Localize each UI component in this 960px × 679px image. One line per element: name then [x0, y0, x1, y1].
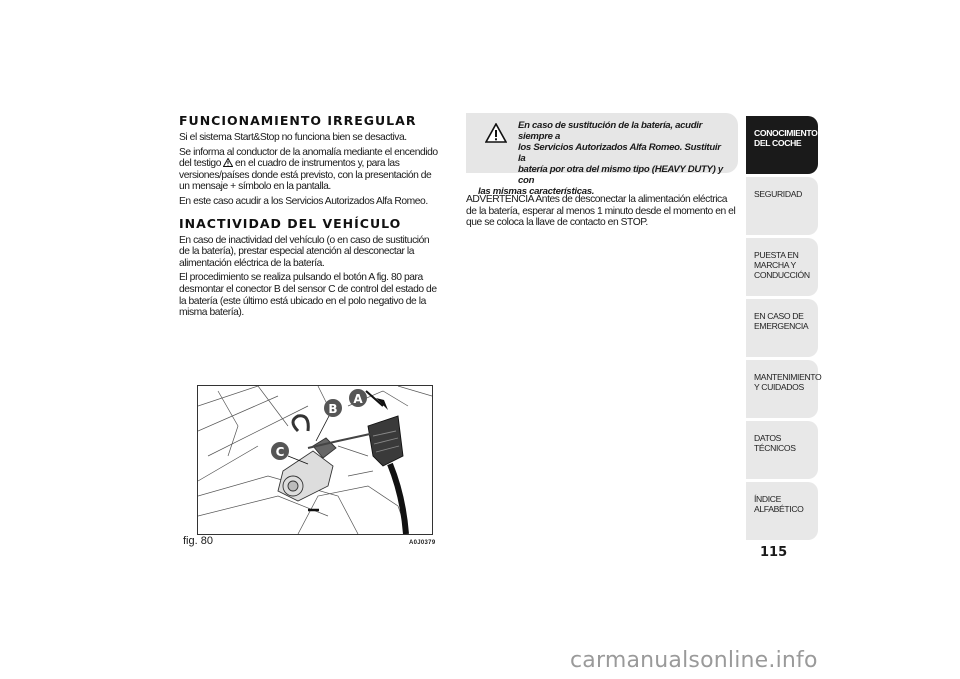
tab-datos-tecnicos[interactable]: DATOS TÉCNICOS: [746, 421, 818, 479]
battery-connector-figure: [197, 385, 433, 535]
warning-line-2: los Servicios Autorizados Alfa Romeo. Sustituir la: [518, 142, 721, 164]
heading-inactividad: INACTIVIDAD DEL VEHÍCULO: [179, 215, 402, 231]
advertencia-paragraph: ADVERTENCIA Antes de desconectar la alimentación eléctrica de la batería, esperar al menos 1 minuto desde el momento en el que se coloca la llave de contacto en STOP.: [466, 194, 736, 229]
paragraph-5: El procedimiento se realiza pulsando el botón A fig. 80 para desmontar el conector B del sensor C de control del estado de la batería (este último está ubicado en el polo negativo de la misma batería).: [179, 272, 437, 319]
tab-conocimiento-del-coche[interactable]: CONOCIMIENTO DEL COCHE: [746, 116, 818, 174]
tab-indice-alfabetico[interactable]: ÍNDICE ALFABÉTICO: [746, 482, 818, 540]
callout-c: C: [275, 445, 285, 459]
figure-code: A0J0379: [409, 540, 436, 546]
page-number: 115: [760, 545, 788, 560]
warning-lamp-icon: [223, 158, 233, 167]
tab-mantenimiento[interactable]: MANTENIMIENTO Y CUIDADOS: [746, 360, 818, 418]
section-tabs: [746, 116, 822, 543]
tab-en-caso-de-emergencia[interactable]: EN CASO DE EMERGENCIA: [746, 299, 818, 357]
paragraph-2: [179, 147, 441, 193]
watermark: carmanualsonline.info: [570, 648, 818, 673]
paragraph-4: En caso de inactividad del vehículo (o en caso de sustitución de la batería), prestar especial atención al desconectar la alimentación eléctrica de la batería.: [179, 234, 430, 269]
warning-line-3: batería por otra del mismo tipo (HEAVY DUTY) y con: [518, 164, 723, 186]
paragraph-3: En este caso acudir a los Servicios Autorizados Alfa Romeo.: [179, 195, 428, 207]
figure-label: fig. 80: [183, 535, 213, 547]
warning-line-4: las mismas características.: [478, 186, 595, 197]
battery-illustration: [198, 386, 432, 534]
heading-irregular: FUNCIONAMIENTO IRREGULAR: [179, 113, 417, 128]
tab-puesta-en-marcha[interactable]: PUESTA EN MARCHA Y CONDUCCIÓN: [746, 238, 818, 296]
paragraph-2a: Se informa al conductor de la anomalía mediante el encendido del testigo: [179, 146, 438, 170]
warning-text: [478, 120, 728, 197]
tab-seguridad[interactable]: SEGURIDAD: [746, 177, 818, 235]
callout-a: A: [353, 392, 363, 406]
warning-line-1: En caso de sustitución de la batería, acudir siempre a: [518, 120, 703, 142]
left-column: [179, 113, 441, 322]
paragraph-1: Si el sistema Start&Stop no funciona bien se desactiva.: [179, 132, 407, 143]
paragraph-2b: en el cuadro de instrumentos y, para las versiones/países donde está previsto, con la presentación de un mensaje + símbolo en la pantalla.: [179, 158, 432, 193]
callout-b: B: [328, 402, 338, 416]
